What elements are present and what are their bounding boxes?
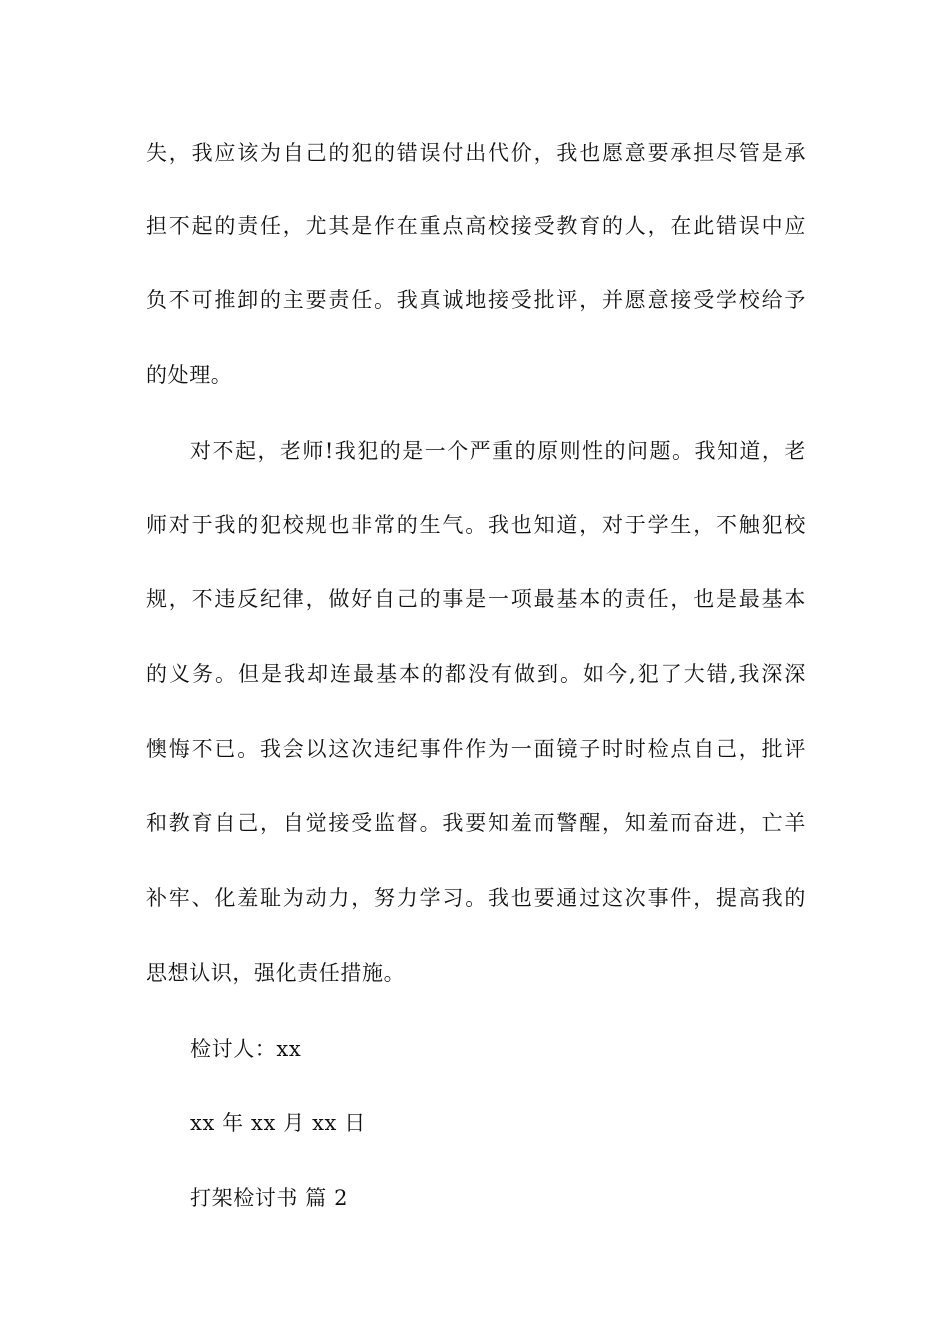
signature-line: 检讨人：xx (190, 1037, 302, 1061)
paragraph-line: 对不起，老师!我犯的是一个严重的原则性的问题。我知道，老 (190, 439, 806, 463)
paragraph-line: 补牢、化羞耻为动力，努力学习。我也要通过这次事件，提高我的 (146, 886, 806, 910)
paragraph-line: 失，我应该为自己的犯的错误付出代价，我也愿意要承担尽管是承 (146, 141, 806, 165)
paragraph-line: 师对于我的犯校规也非常的生气。我也知道，对于学生，不触犯校 (146, 513, 806, 537)
paragraph-line: 的义务。但是我却连最基本的都没有做到。如今,犯了大错,我深深 (146, 662, 806, 686)
paragraph-line: 和教育自己，自觉接受监督。我要知羞而警醒，知羞而奋进，亡羊 (146, 811, 806, 835)
section-heading: 打架检讨书 篇 2 (190, 1186, 349, 1210)
paragraph-line: 思想认识，强化责任措施。 (146, 961, 406, 985)
paragraph-line: 负不可推卸的主要责任。我真诚地接受批评，并愿意接受学校给予 (146, 288, 806, 312)
paragraph-line: 担不起的责任，尤其是作在重点高校接受教育的人，在此错误中应 (146, 214, 806, 238)
paragraph-line: 规，不违反纪律，做好自己的事是一项最基本的责任，也是最基本 (146, 587, 806, 611)
paragraph-line: 懊悔不已。我会以这次违纪事件作为一面镜子时时检点自己，批评 (146, 737, 806, 761)
paragraph-line: 的处理。 (146, 363, 233, 387)
date-line: xx 年 xx 月 xx 日 (190, 1111, 366, 1135)
